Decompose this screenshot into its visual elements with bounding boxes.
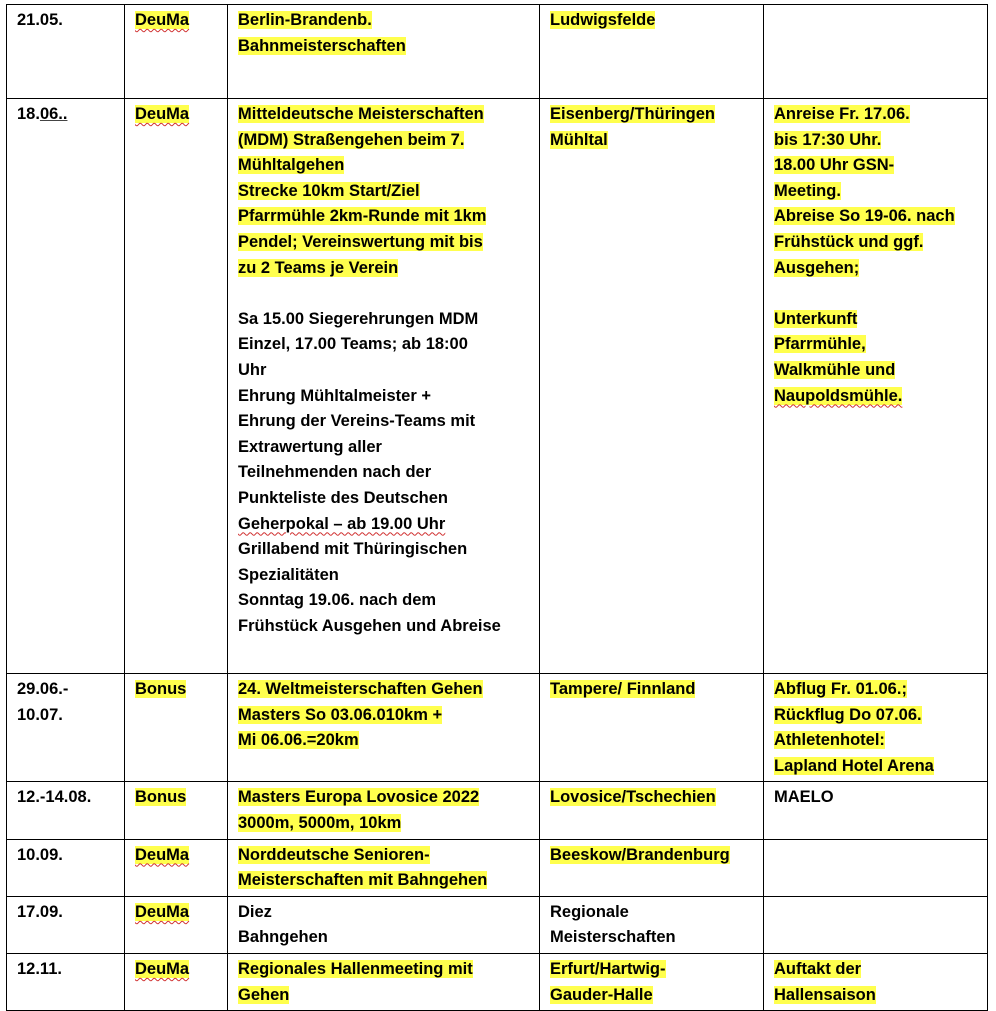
date-cell: [7, 5, 125, 99]
date-text: 21.05.: [17, 11, 63, 29]
table-row: [7, 782, 988, 839]
event-line: Bahnmeisterschaften: [238, 36, 406, 55]
notes-line: Abreise So 19-06. nach: [774, 207, 955, 226]
type-cell: [125, 674, 228, 782]
event-cell: [228, 99, 540, 674]
table-row: [7, 953, 988, 1010]
date-text: 12.11.: [17, 959, 62, 978]
location-cell: [540, 5, 764, 99]
type-text: DeuMa: [135, 902, 190, 921]
event-line: Meisterschaften mit Bahngehen: [238, 871, 488, 890]
notes-line: Hallensaison: [774, 985, 876, 1004]
table-row: [7, 674, 988, 782]
event-line: Berlin-Brandenb.: [238, 11, 372, 29]
location-line: Eisenberg/Thüringen: [550, 105, 716, 123]
event-line: Masters So 03.06.010km +: [238, 705, 443, 724]
notes-cell: [764, 674, 988, 782]
date-cell: [7, 839, 125, 896]
type-cell: [125, 782, 228, 839]
location-line: Gauder-Halle: [550, 985, 653, 1004]
event-line: Punkteliste des Deutschen: [238, 488, 448, 507]
date-cell: [7, 99, 125, 674]
date-cell: [7, 782, 125, 839]
event-line: Gehen: [238, 985, 290, 1004]
event-cell: [228, 5, 540, 99]
event-line: Diez: [238, 902, 272, 921]
notes-line: Rückflug Do 07.06.: [774, 705, 922, 724]
notes-line: Anreise Fr. 17.06.: [774, 105, 910, 123]
type-cell: [125, 99, 228, 674]
table-row: [7, 896, 988, 953]
notes-line: Walkmühle und: [774, 360, 896, 379]
notes-cell: [764, 953, 988, 1010]
event-line: Strecke 10km Start/Ziel: [238, 181, 420, 200]
location-cell: [540, 674, 764, 782]
notes-line: Lapland Hotel Arena: [774, 756, 934, 775]
notes-line: Athletenhotel:: [774, 731, 885, 750]
notes-cell: [764, 839, 988, 896]
event-line: Teilnehmenden nach der: [238, 463, 432, 482]
event-line: Mi 06.06.=20km: [238, 731, 359, 750]
event-line: Mühltalgehen: [238, 156, 345, 175]
event-line: Geherpokal – ab 19.00 Uhr: [238, 514, 446, 533]
notes-line: Unterkunft: [774, 309, 858, 328]
notes-line: Naupoldsmühle.: [774, 386, 903, 405]
date-text: 18.: [17, 105, 40, 123]
type-cell: [125, 953, 228, 1010]
notes-line: bis 17:30 Uhr.: [774, 130, 882, 149]
schedule-table: [6, 4, 988, 1011]
event-cell: [228, 782, 540, 839]
location-line: Mühltal: [550, 130, 608, 149]
event-line: (MDM) Straßengehen beim 7.: [238, 130, 465, 149]
event-line: Grillabend mit Thüringischen: [238, 540, 468, 559]
notes-line: MAELO: [774, 788, 834, 807]
type-text: DeuMa: [135, 959, 190, 978]
location-cell: [540, 99, 764, 674]
date-cell: [7, 674, 125, 782]
location-cell: [540, 782, 764, 839]
event-line: Pendel; Vereinswertung mit bis: [238, 232, 483, 251]
date-text: 10.07.: [17, 705, 63, 724]
event-line: Einzel, 17.00 Teams; ab 18:00: [238, 335, 468, 354]
notes-line: Abflug Fr. 01.06.;: [774, 680, 907, 698]
event-cell: [228, 953, 540, 1010]
date-cell: [7, 896, 125, 953]
location-line: Ludwigsfelde: [550, 11, 656, 29]
type-text: DeuMa: [135, 105, 190, 123]
date-text: 10.09.: [17, 845, 63, 864]
date-text: 29.06.-: [17, 680, 69, 698]
location-line: Beeskow/Brandenburg: [550, 845, 730, 864]
event-line: Uhr: [238, 360, 267, 379]
location-cell: [540, 953, 764, 1010]
location-cell: [540, 896, 764, 953]
type-text: DeuMa: [135, 11, 190, 29]
location-line: Lovosice/Tschechien: [550, 788, 716, 807]
event-cell: [228, 896, 540, 953]
notes-line: 18.00 Uhr GSN-: [774, 156, 895, 175]
notes-line: Pfarrmühle,: [774, 335, 866, 354]
event-line: 24. Weltmeisterschaften Gehen: [238, 680, 483, 698]
event-line: Extrawertung aller: [238, 437, 382, 456]
event-line: Sonntag 19.06. nach dem: [238, 591, 437, 610]
notes-cell: [764, 896, 988, 953]
event-line: Norddeutsche Senioren-: [238, 845, 430, 864]
type-cell: [125, 839, 228, 896]
type-cell: [125, 5, 228, 99]
location-line: Erfurt/Hartwig-: [550, 959, 666, 978]
event-line: Sa 15.00 Siegerehrungen MDM: [238, 309, 479, 328]
date-text: 06..: [39, 105, 68, 123]
location-line: Regionale: [550, 902, 629, 921]
event-line: Ehrung Mühltalmeister +: [238, 386, 431, 405]
table-row: [7, 839, 988, 896]
table-row: [7, 99, 988, 674]
date-text: 12.-14.08.: [17, 788, 92, 807]
type-text: DeuMa: [135, 845, 190, 864]
event-line: Bahngehen: [238, 928, 328, 947]
event-cell: [228, 674, 540, 782]
type-text: Bonus: [135, 680, 187, 698]
type-cell: [125, 896, 228, 953]
event-line: Spezialitäten: [238, 565, 339, 584]
notes-line: Frühstück und ggf.: [774, 232, 924, 251]
notes-line: Auftakt der: [774, 959, 862, 978]
event-line: Pfarrmühle 2km-Runde mit 1km: [238, 207, 487, 226]
date-cell: [7, 953, 125, 1010]
notes-cell: [764, 782, 988, 839]
location-cell: [540, 839, 764, 896]
event-line: Frühstück Ausgehen und Abreise: [238, 616, 501, 635]
event-line: zu 2 Teams je Verein: [238, 258, 399, 277]
date-text: 17.09.: [17, 902, 63, 921]
event-cell: [228, 839, 540, 896]
notes-line: Ausgehen;: [774, 258, 860, 277]
notes-cell: [764, 99, 988, 674]
type-text: Bonus: [135, 788, 187, 807]
location-line: Meisterschaften: [550, 928, 676, 947]
event-line: Mitteldeutsche Meisterschaften: [238, 105, 484, 123]
event-line: Masters Europa Lovosice 2022: [238, 788, 480, 807]
location-line: Tampere/ Finnland: [550, 680, 696, 698]
event-line: Regionales Hallenmeeting mit: [238, 959, 473, 978]
table-row: [7, 5, 988, 99]
notes-line: Meeting.: [774, 181, 841, 200]
event-line: 3000m, 5000m, 10km: [238, 813, 402, 832]
event-line: Ehrung der Vereins-Teams mit: [238, 412, 476, 431]
notes-cell: [764, 5, 988, 99]
